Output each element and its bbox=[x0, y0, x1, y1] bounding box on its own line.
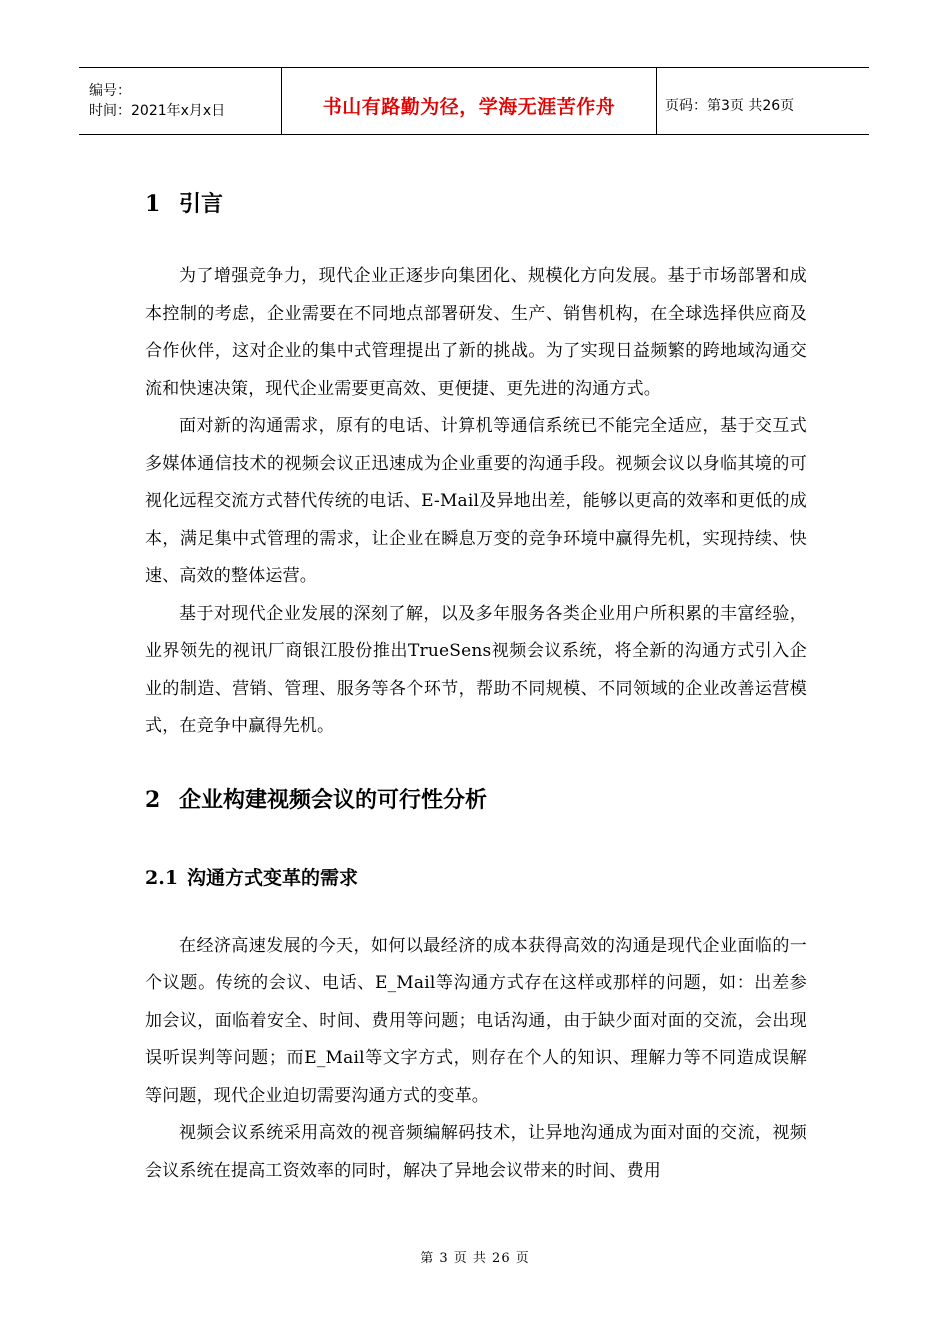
paragraph: 基于对现代企业发展的深刻了解，以及多年服务各类企业用户所积累的丰富经验，业界领先的视讯厂商银江股份推出TrueSens视频会议系统，将全新的沟通方式引入企业的制造、营销、管理、服务等各个环节，帮助不同规模、不同领域的企业改善运营模式，在竞争中赢得先机。 bbox=[145, 603, 807, 736]
header-motto: 书山有路勤为径，学海无涯苦作舟 bbox=[322, 95, 616, 118]
header-page-info: 页码：第3页 共26页 bbox=[665, 98, 795, 114]
paragraph: 视频会议系统采用高效的视音频编解码技术，让异地沟通成为面对面的交流，视频会议系统在提高工资效率的同时，解决了异地会议带来的时间、费用 bbox=[145, 1123, 807, 1181]
section-title: 企业构建视频会议的可行性分析 bbox=[179, 787, 488, 813]
paragraph: 在经济高速发展的今天，如何以最经济的成本获得高效的沟通是现代企业面临的一个议题。传统的会议、电话、E_Mail等沟通方式存在这样或那样的问题，如：出差参加会议，面临着安全、时间、费用等问题；电话沟通，由于缺少面对面的交流，会出现误听误判等问题；而E_Mail等文字方式，则存在个人的知识、理解力等不同造成误解等问题，现代企业迫切需要沟通方式的变革。 bbox=[145, 935, 807, 1106]
header-date-label: 时间：2021年x月x日 bbox=[89, 103, 226, 119]
subsection-heading-2-1 bbox=[145, 858, 807, 898]
document-body bbox=[145, 180, 807, 1190]
section-number: 2 bbox=[145, 786, 161, 813]
section-title: 引言 bbox=[179, 192, 224, 217]
page-footer: 第 3 页 共 26 页 bbox=[420, 1251, 530, 1266]
section-heading-1 bbox=[145, 180, 807, 228]
header-motto-cell bbox=[282, 68, 657, 134]
paragraph: 面对新的沟通需求，原有的电话、计算机等通信系统已不能完全适应，基于交互式多媒体通信技术的视频会议正迅速成为企业重要的沟通手段。视频会议以身临其境的可视化远程交流方式替代传统的电话、E-Mail及异地出差，能够以更高的效率和更低的成本，满足集中式管理的需求，让企业在瞬息万变的竞争环境中赢得先机，实现持续、快速、高效的整体运营。 bbox=[145, 416, 807, 586]
subsection-title: 沟通方式变革的需求 bbox=[187, 866, 359, 889]
paragraph: 为了增强竞争力，现代企业正逐步向集团化、规模化方向发展。基于市场部署和成本控制的考虑，企业需要在不同地点部署研发、生产、销售机构，在全球选择供应商及合作伙伴，这对企业的集中式管理提出了新的挑战。为了实现日益频繁的跨地域沟通交流和快速决策，现代企业需要更高效、更便捷、更先进的沟通方式。 bbox=[145, 266, 807, 399]
section-number: 1 bbox=[145, 191, 161, 217]
subsection-number: 2.1 bbox=[145, 866, 179, 889]
header-number-label: 编号： bbox=[89, 83, 131, 99]
header-left-cell bbox=[79, 68, 282, 134]
page-header bbox=[79, 67, 869, 135]
section-heading-2 bbox=[145, 776, 807, 824]
